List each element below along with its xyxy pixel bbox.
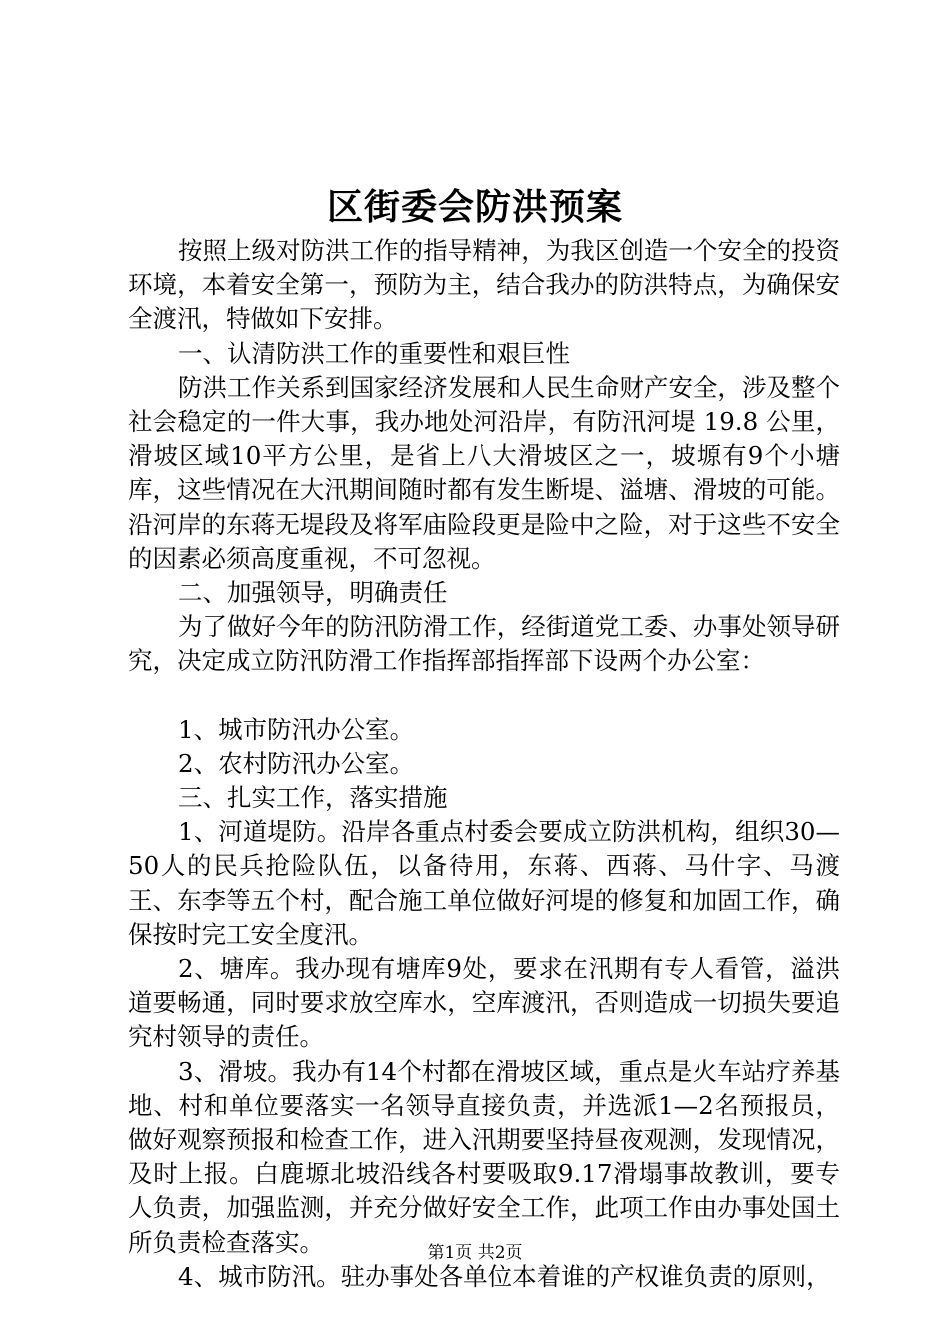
paragraph-importance: 防洪工作关系到国家经济发展和人民生命财产安全，涉及整个社会稳定的一件大事，我办地处河沿岸，有防汛河堤 19.8 公里，滑坡区域10平方公里，是省上八大滑坡区之一，坡塬有9个小塘库，这些情况在大汛期间随时都有发生断堤、溢塘、滑坡的可能。沿河岸的东蒋无堤段及将军庙险段更是险中之险，对于这些不安全的因素必须高度重视，不可忽视。 <box>128 372 840 573</box>
section-heading-3: 三、扎实工作，落实措施 <box>178 783 448 813</box>
paragraph-urban-flood: 4、城市防汛。驻办事处各单位本着谁的产权谁负责的原则， <box>178 1261 831 1291</box>
document-body <box>128 234 840 1294</box>
blank-line <box>128 679 840 713</box>
paragraph-river-embankment: 1、河道堤防。沿岸各重点村委会要成立防洪机构，组织30—50人的民兵抢险队伍，以备待用，东蒋、西蒋、马什字、马渡王、东李等五个村，配合施工单位做好河堤的修复和加固工作，确保按时完工安全度汛。 <box>128 817 840 949</box>
document-title: 区街委会防洪预案 <box>326 186 623 228</box>
paragraph-leadership: 为了做好今年的防汛防滑工作，经街道党工委、办事处领导研究，决定成立防汛防滑工作指挥部指挥部下设两个办公室： <box>128 612 840 676</box>
section-heading-1: 一、认清防洪工作的重要性和艰巨性 <box>178 338 570 368</box>
paragraph-reservoirs: 2、塘库。我办现有塘库9处，要求在汛期有专人看管，溢洪道要畅通，同时要求放空库水，空库渡汛，否则造成一切损失要追究村领导的责任。 <box>128 954 840 1052</box>
section-heading-2: 二、加强领导，明确责任 <box>178 578 448 608</box>
page-footer: 第1页 共2页 <box>427 1243 523 1263</box>
list-item-urban-office: 1、城市防汛办公室。 <box>178 714 415 744</box>
list-item-rural-office: 2、农村防汛办公室。 <box>178 748 415 778</box>
paragraph-intro: 按照上级对防洪工作的指导精神，为我区创造一个安全的投资环境，本着安全第一，预防为主，结合我办的防洪特点，为确保安全渡汛，特做如下安排。 <box>128 236 840 334</box>
paragraph-landslide: 3、滑坡。我办有14个村都在滑坡区域，重点是火车站疗养基地、村和单位要落实一名领导直接负责，并选派1—2名预报员，做好观察预报和检查工作，进入汛期要坚持昼夜观测，发现情况，及时上报。白鹿塬北坡沿线各村要吸取9.17滑塌事故教训，要专人负责，加强监测，并充分做好安全工作，此项工作由办事处国土所负责检查落实。 <box>128 1056 840 1257</box>
